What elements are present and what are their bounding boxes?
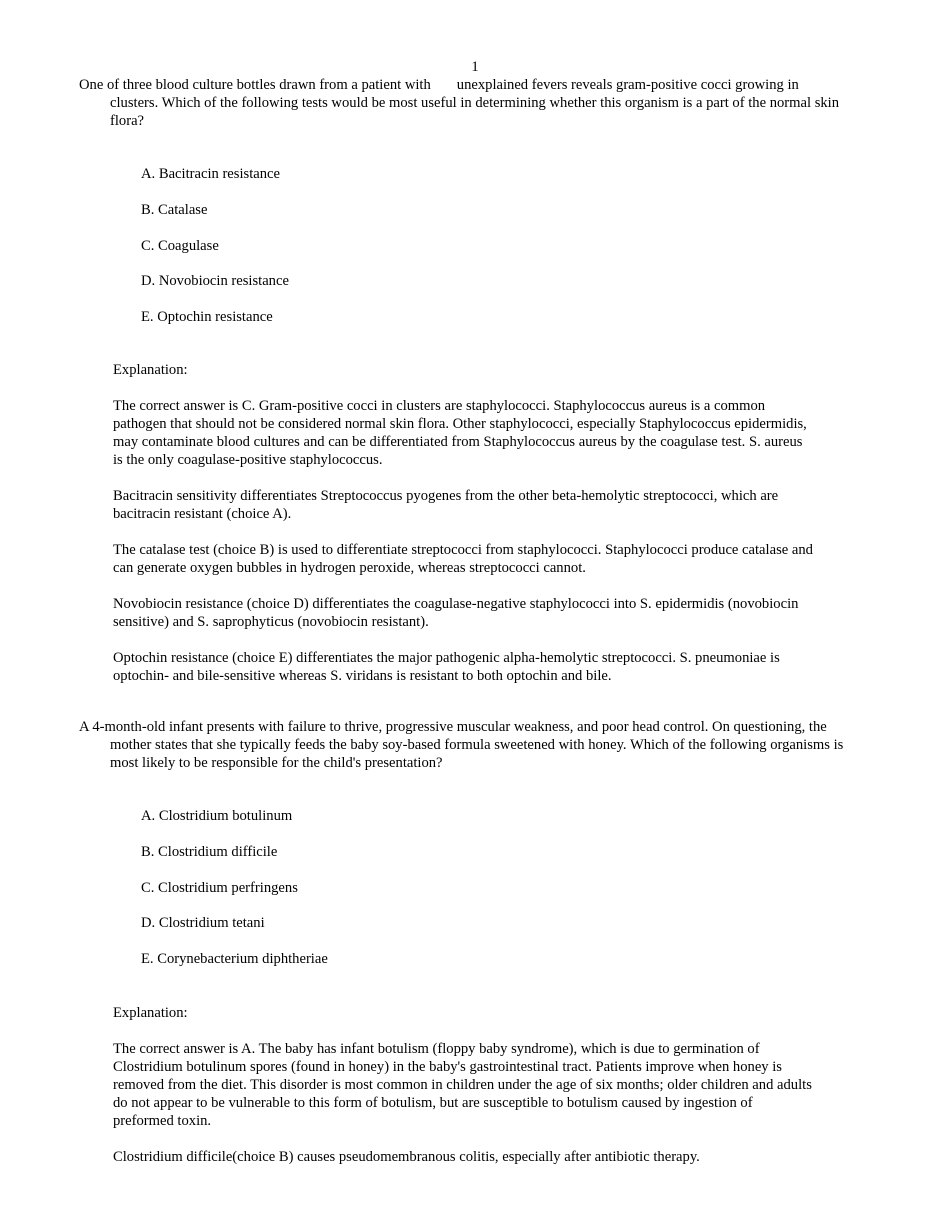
- question-2-choice-c: C. Clostridium perfringens: [141, 879, 298, 896]
- question-1-stem-part2: unexplained fevers reveals gram-positive cocci growing in clusters. Which of the following tests would be most useful in determining whether this organism is a part of the normal skin flora?: [110, 77, 840, 129]
- question-2-choices: [141, 807, 328, 986]
- question-1-choice-e: E. Optochin resistance: [141, 309, 273, 325]
- page-number: 1: [471, 59, 479, 75]
- question-1-explanation-paragraph: The correct answer is C. Gram-positive cocci in clusters are staphylococci. Staphylococcus aureus is a common pathogen that should not be considered normal skin flora. Other staphylococci, especially Staphylococcus epidermidis, may contaminate blood cultures and can be differentiated from Staphylococcus aureus by the coagulase test. S. aureus is the only coagulase-positive staphylococcus.: [113, 398, 807, 468]
- question-1-explanation: [113, 397, 813, 703]
- question-1-stem: [79, 76, 846, 130]
- question-1-choice-a: A. Bacitracin resistance: [141, 166, 280, 182]
- question-2-stem: A 4-month-old infant presents with failure to thrive, progressive muscular weakness, and poor head control. On questioning, the mother states that she typically feeds the baby soy-based formula sweetened with honey. Which of the following organisms is most likely to be responsible for the child's presentation?: [79, 719, 844, 771]
- question-1-explanation-paragraph: Bacitracin sensitivity differentiates Streptococcus pyogenes from the other beta-hemolytic streptococci, which are bacitracin resistant (choice A).: [113, 488, 779, 522]
- question-2-explanation-paragraph: The correct answer is A. The baby has infant botulism (floppy baby syndrome), which is due to germination of Clostridium botulinum spores (found in honey) in the baby's gastrointestinal tract. Patients improve when honey is removed from the diet. This disorder is most common in children under the age of six months; older children and adults do not appear to be vulnerable to this form of botulism, but are susceptible to botulism caused by ingestion of preformed toxin.: [113, 1041, 812, 1129]
- question-2-explanation-label: Explanation:: [113, 1005, 188, 1021]
- question-1-explanation-paragraph: Novobiocin resistance (choice D) differentiates the coagulase-negative staphylococci into S. epidermidis (novobiocin sensitive) and S. saprophyticus (novobiocin resistant).: [113, 596, 799, 630]
- question-1-explanation-paragraph: The catalase test (choice B) is used to differentiate streptococci from staphylococci. Staphylococci produce catalase and can generate oxygen bubbles in hydrogen peroxide, whereas streptococci cannot.: [113, 542, 813, 576]
- question-1-explanation-label: Explanation:: [113, 362, 188, 378]
- question-2-explanation: [113, 1040, 813, 1184]
- question-1-choices: [141, 165, 289, 344]
- question-1-stem-part1: One of three blood culture bottles drawn from a patient with: [79, 77, 431, 93]
- question-1-choice-d: D. Novobiocin resistance: [141, 273, 289, 290]
- question-1-choice-c: C. Coagulase: [141, 237, 219, 254]
- question-1-choice-b: B. Catalase: [141, 201, 208, 218]
- question-2-choice-a: A. Clostridium botulinum: [141, 808, 293, 824]
- question-2-choice-e: E. Corynebacterium diphtheriae: [141, 951, 328, 967]
- question-2-choice-b: B. Clostridium difficile: [141, 843, 278, 860]
- question-2-choice-d: D. Clostridium tetani: [141, 915, 265, 932]
- question-1-explanation-paragraph: Optochin resistance (choice E) differentiates the major pathogenic alpha-hemolytic streptococci. S. pneumoniae is optochin- and bile-sensitive whereas S. viridans is resistant to both optochin and bile.: [113, 650, 780, 684]
- question-2-explanation-paragraph: Clostridium difficile(choice B) causes pseudomembranous colitis, especially after antibiotic therapy.: [113, 1149, 700, 1165]
